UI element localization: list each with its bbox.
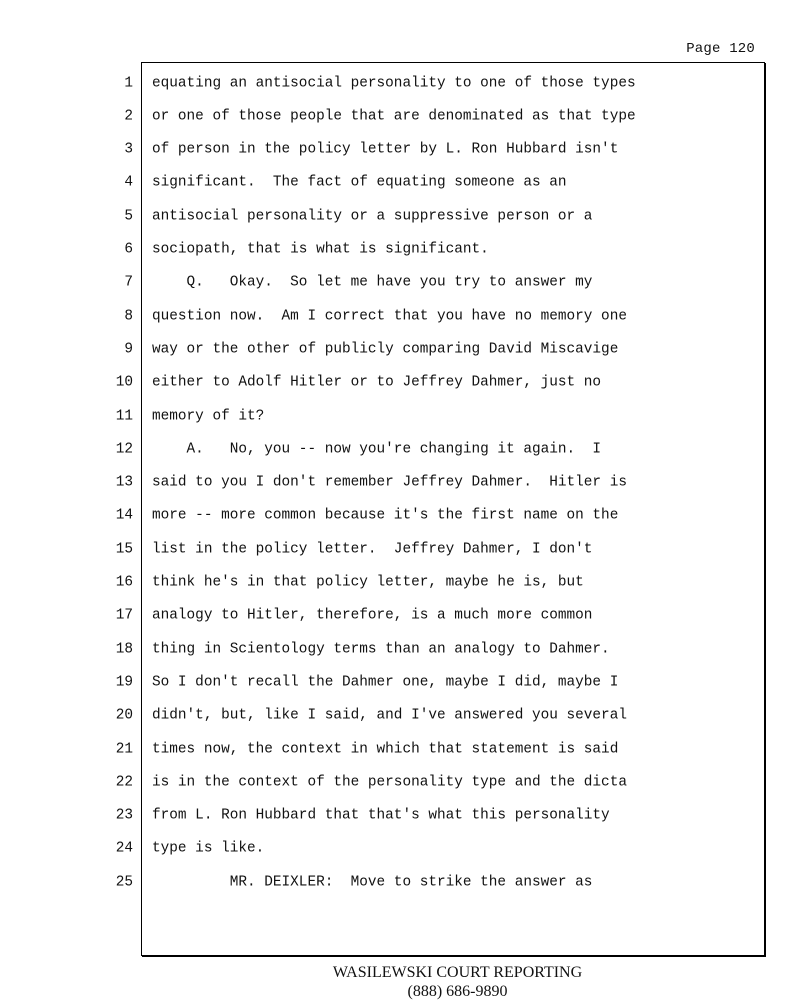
line-text: more -- more common because it's the first name on the <box>152 507 619 524</box>
transcript-line <box>0 300 805 333</box>
line-text: analogy to Hitler, therefore, is a much more common <box>152 607 593 624</box>
line-text: times now, the context in which that statement is said <box>152 741 619 757</box>
line-number: 11 <box>115 408 133 424</box>
line-text: didn't, but, like I said, and I've answered you several <box>152 707 627 724</box>
transcript-line <box>0 400 805 433</box>
transcript-line <box>0 832 805 865</box>
line-number: 17 <box>115 607 133 624</box>
transcript-line <box>0 533 805 566</box>
line-text: type is like. <box>152 840 265 857</box>
transcript-line <box>0 799 805 832</box>
transcript-line <box>0 67 805 100</box>
line-text: memory of it? <box>152 408 265 424</box>
line-text: of person in the policy letter by L. Ron Hubbard isn't <box>152 141 619 158</box>
line-number: 2 <box>124 108 133 125</box>
transcript-line <box>0 133 805 166</box>
line-number: 16 <box>115 574 133 591</box>
line-number: 9 <box>124 341 133 358</box>
transcript-line <box>0 566 805 599</box>
line-number: 10 <box>115 374 133 391</box>
transcript-line <box>0 666 805 699</box>
line-text: antisocial personality or a suppressive person or a <box>152 208 593 225</box>
line-text: MR. DEIXLER: Move to strike the answer as <box>152 874 593 891</box>
line-number: 20 <box>115 707 133 724</box>
line-text: A. No, you -- now you're changing it again. I <box>152 441 602 458</box>
transcript-line <box>0 166 805 199</box>
court-reporter-name: WASILEWSKI COURT REPORTING <box>332 964 583 981</box>
transcript-line <box>0 466 805 499</box>
line-number: 24 <box>115 840 133 857</box>
line-text: question now. Am I correct that you have no memory one <box>152 308 627 325</box>
line-number: 22 <box>115 774 133 791</box>
line-number: 3 <box>124 141 133 158</box>
transcript-line <box>0 599 805 632</box>
page-number: Page 120 <box>686 41 755 57</box>
transcript-line <box>0 499 805 532</box>
line-text: think he's in that policy letter, maybe he is, but <box>152 574 584 591</box>
line-text: significant. The fact of equating someone as an <box>152 174 567 191</box>
line-text: is in the context of the personality type and the dicta <box>152 774 627 791</box>
line-text: list in the policy letter. Jeffrey Dahmer, I don't <box>152 541 593 558</box>
transcript-line <box>0 433 805 466</box>
line-text: thing in Scientology terms than an analogy to Dahmer. <box>152 641 610 658</box>
line-number: 23 <box>115 807 133 824</box>
line-text: sociopath, that is what is significant. <box>152 241 489 258</box>
transcript-line <box>0 699 805 732</box>
transcript-line <box>0 733 805 766</box>
transcript-line <box>0 200 805 233</box>
transcript-line <box>0 266 805 299</box>
line-number: 4 <box>124 174 133 191</box>
line-number: 6 <box>124 241 133 258</box>
transcript-line <box>0 633 805 666</box>
transcript-line <box>0 233 805 266</box>
line-number: 13 <box>115 474 133 491</box>
line-number: 19 <box>115 674 133 691</box>
line-number: 14 <box>115 507 133 524</box>
line-number: 5 <box>124 208 133 225</box>
line-text: Q. Okay. So let me have you try to answer my <box>152 274 593 291</box>
line-number: 18 <box>115 641 133 658</box>
line-number: 12 <box>115 441 133 458</box>
line-number: 8 <box>124 308 133 325</box>
transcript-line <box>0 366 805 399</box>
line-text: way or the other of publicly comparing David Miscavige <box>152 341 619 358</box>
line-text: either to Adolf Hitler or to Jeffrey Dahmer, just no <box>152 374 602 391</box>
transcript-line <box>0 333 805 366</box>
line-number: 1 <box>124 75 133 91</box>
line-text: said to you I don't remember Jeffrey Dahmer. Hitler is <box>152 474 627 491</box>
line-text: equating an antisocial personality to one of those types <box>152 75 636 91</box>
line-text: or one of those people that are denominated as that type <box>152 108 636 125</box>
transcript-line <box>0 766 805 799</box>
line-number: 7 <box>124 274 133 291</box>
line-text: from L. Ron Hubbard that that's what this personality <box>152 807 610 824</box>
line-number: 21 <box>115 741 133 757</box>
line-number: 15 <box>115 541 133 558</box>
transcript-line <box>0 100 805 133</box>
line-number: 25 <box>115 874 133 891</box>
line-text: So I don't recall the Dahmer one, maybe I did, maybe I <box>152 674 619 691</box>
footer <box>0 963 805 1001</box>
court-reporter-phone: (888) 686-9890 <box>407 983 508 1000</box>
transcript-line <box>0 866 805 899</box>
